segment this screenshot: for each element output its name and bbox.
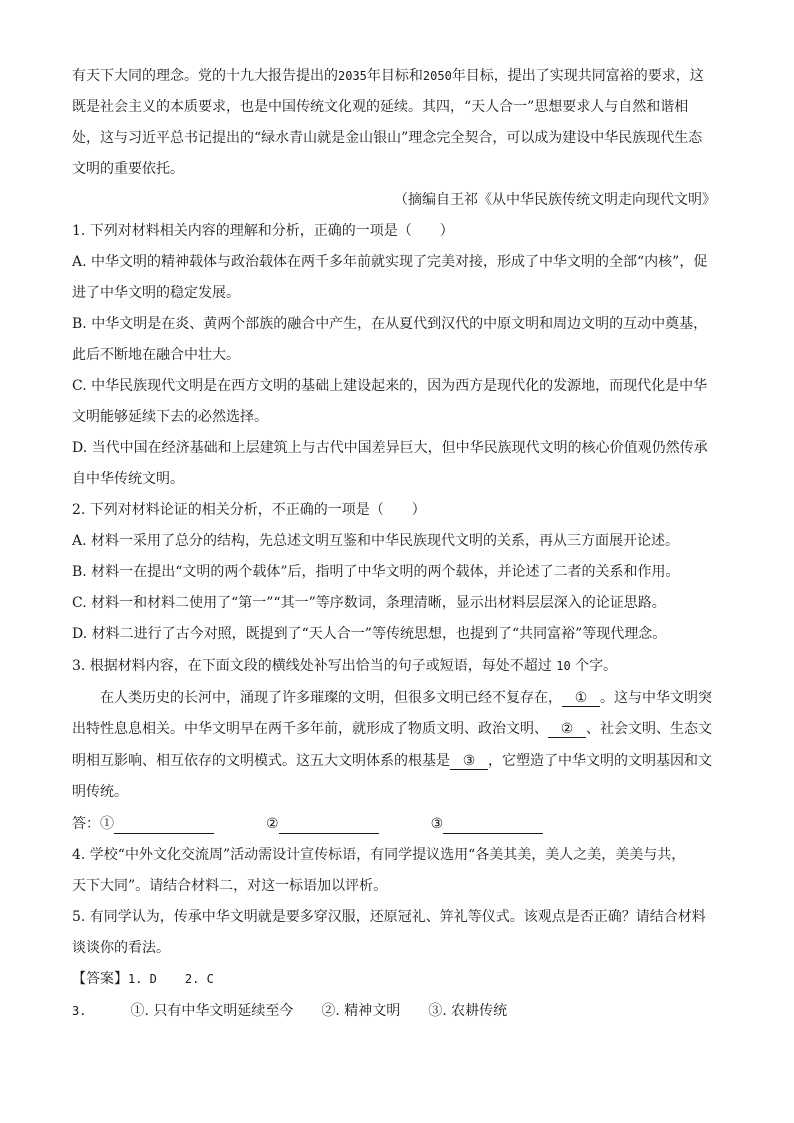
q3-answer-field-2[interactable] (279, 817, 379, 834)
q2-option-d: D. 材料二进行了古今对照，既提到了“天人合一”等传统思想，也提到了“共同富裕”等现代理念。 (72, 626, 667, 642)
q3-answer-label-2: ② (266, 816, 279, 832)
q4-line-1: 4. 学校“中外文化交流周”活动需设计宣传标语，有同学提议选用“各美其美，美人之美，美美与共， (72, 847, 686, 863)
answer-key-label: 【答案】 (72, 971, 128, 987)
q2-option-c: C. 材料一和材料二使用了“第一”“其一”等序数词，条理清晰，显示出材料层层深入的论证思路。 (72, 595, 666, 611)
q3-paragraph-text: 在人类历史的长河中，涌现了许多璀璨的文明，但很多文明已经不复存在， (100, 690, 562, 706)
passage-line-4: 文明的重要依托。 (72, 161, 184, 177)
passage-text: 有天下大同的理念。党的十九大报告提出的 (72, 68, 338, 84)
q3-paragraph-text: 。这与中华文明突 (600, 690, 712, 706)
q3-stem-number: 10 (556, 659, 571, 673)
q3-paragraph-line-3 (72, 751, 722, 771)
q3-answer-label-3: ③ (430, 816, 444, 832)
answer-q3-item-1: ①. 只有中华文明延续至今 (130, 1003, 294, 1019)
q1-option-b-cont: 此后不断地在融合中壮大。 (72, 347, 240, 363)
q1-option-a: A. 中华文明的精神载体与政治载体在两千多年前就实现了完美对接，形成了中华文明的全部“内核”，促 (72, 254, 708, 270)
q3-answer-label: 答：① (72, 816, 114, 832)
answer-q3-item-2: ②. 精神文明 (321, 1003, 401, 1019)
q3-stem-text: 个字。 (575, 658, 618, 674)
q2-stem: 2. 下列对材料论证的相关分析，不正确的一项是（ ） (72, 502, 426, 518)
q3-blank-1[interactable]: ① (562, 690, 600, 707)
answer-key-row (72, 969, 722, 989)
passage-line-2: 既是社会主义的本质要求，也是中国传统文化观的延续。其四，“天人合一”思想要求人与自然和谐相 (72, 99, 689, 115)
q3-blank-3[interactable]: ③ (450, 753, 488, 770)
q3-paragraph-text: 出特性息息相关。中华文明早在两千多年前，就形成了物质文明、政治文明、 (72, 721, 548, 737)
q1-option-d: D. 当代中国在经济基础和上层建筑上与古代中国差异巨大，但中华民族现代文明的核心价值观仍然传承 (72, 440, 708, 456)
q1-option-c: C. 中华民族现代文明是在西方文明的基础上建设起来的，因为西方是现代化的发源地，而现代化是中华 (72, 378, 708, 394)
passage-text: 年目标和 (366, 68, 423, 84)
q3-stem-text: 3. 根据材料内容，在下面文段的横线处补写出恰当的句子或短语，每处不超过 (72, 658, 552, 674)
q1-stem: 1. 下列对材料相关内容的理解和分析，正确的一项是（ ） (72, 223, 454, 239)
q5-line-1: 5. 有同学认为，传承中华文明就是要多穿汉服，还原冠礼、笄礼等仪式。该观点是否正确？请结合材料 (72, 909, 706, 925)
q3-answer-row (72, 814, 722, 834)
q4-line-2: 天下大同”。请结合材料二，对这一标语加以评析。 (72, 878, 388, 894)
q1-option-a-cont: 进了中华文明的稳定发展。 (72, 285, 240, 301)
q1-option-c-cont: 文明能够延续下去的必然选择。 (72, 409, 268, 425)
q5-line-2: 谈谈你的看法。 (72, 940, 170, 956)
q3-paragraph-line-1 (100, 688, 722, 708)
q3-paragraph-line-4: 明传统。 (72, 784, 128, 800)
q1-option-b: B. 中华文明是在炎、黄两个部族的融合中产生，在从夏代到汉代的中原文明和周边文明的互动中奠基， (72, 316, 708, 332)
passage-line-1 (72, 66, 722, 86)
answer-q3-row (72, 1001, 722, 1021)
passage-number: 2035 (338, 69, 367, 83)
q3-stem (72, 656, 722, 676)
q1-option-d-cont: 自中华传统文明。 (72, 471, 184, 487)
passage-text: 年目标，提出了实现共同富裕的要求，这 (451, 68, 704, 84)
q3-answer-field-3[interactable] (443, 817, 543, 834)
q2-option-a: A. 材料一采用了总分的结构，先总述文明互鉴和中华民族现代文明的关系，再从三方面展开论述。 (72, 533, 680, 549)
answer-q3-number: 3. (72, 1004, 87, 1018)
q3-paragraph-text: ，它塑造了中华文明的文明基因和文 (488, 753, 712, 769)
q3-answer-field-1[interactable] (114, 817, 214, 834)
q3-blank-2[interactable]: ② (548, 721, 586, 738)
q3-paragraph-text: 、社会文明、生态文 (586, 721, 712, 737)
q3-paragraph-text: 明相互影响、相互依存的文明模式。这五大文明体系的根基是 (72, 753, 450, 769)
q3-paragraph-line-2 (72, 719, 722, 739)
answer-q3-item-3: ③. 农耕传统 (428, 1003, 508, 1019)
answer-1: 1. D (128, 972, 157, 986)
passage-line-3: 处，这与习近平总书记提出的“绿水青山就是金山银山”理念完全契合，可以成为建设中华民族现代生态 (72, 130, 703, 146)
answer-2: 2. C (184, 972, 214, 986)
passage-source: （摘编自王祁《从中华民族传统文明走向现代文明》 (394, 192, 716, 208)
passage-number: 2050 (422, 69, 452, 83)
q2-option-b: B. 材料一在提出“文明的两个载体”后，指明了中华文明的两个载体，并论述了二者的关系和作用。 (72, 564, 680, 580)
